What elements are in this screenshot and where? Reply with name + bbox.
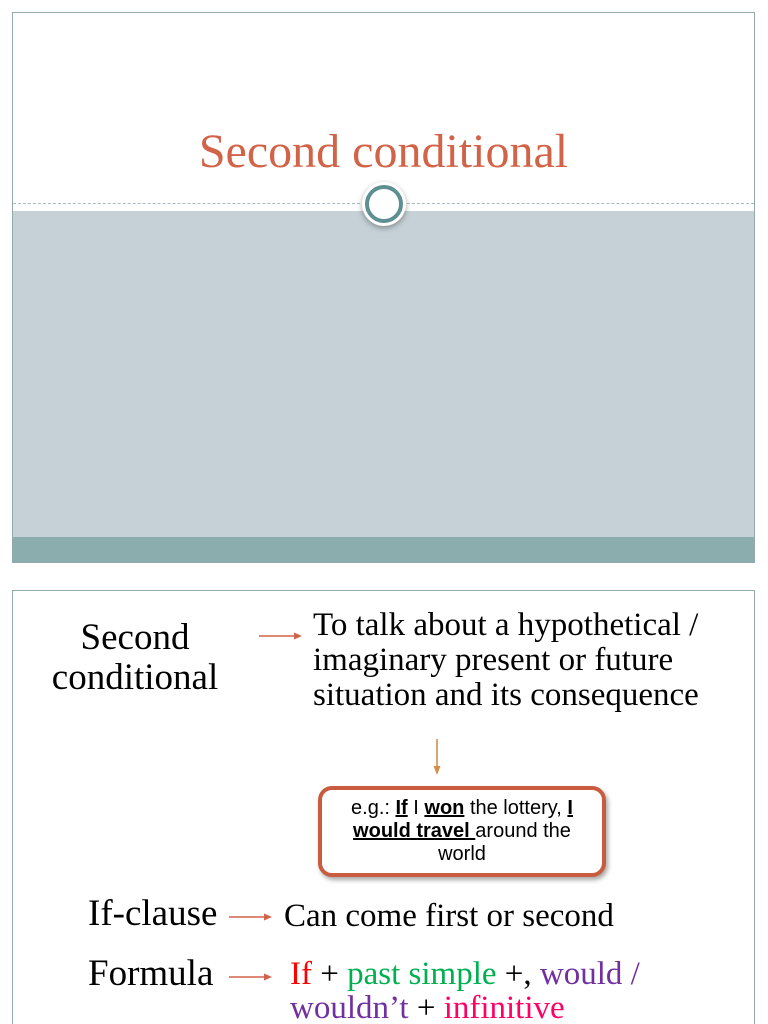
formula-if: If xyxy=(290,956,312,992)
example-callout xyxy=(318,786,606,877)
definition-line: situation and its consequence xyxy=(313,677,699,713)
formula-plus: + xyxy=(311,956,348,992)
formula-line-1 xyxy=(290,957,640,992)
definition-line: To talk about a hypothetical / xyxy=(313,607,699,643)
right-arrow-icon xyxy=(228,971,272,983)
footer-band xyxy=(13,537,754,562)
example-text: the lottery, xyxy=(464,797,568,819)
example-text: I xyxy=(407,797,425,819)
term-label xyxy=(40,618,230,698)
example-if-keyword: If xyxy=(395,797,408,819)
if-clause-label: If-clause xyxy=(88,893,218,934)
formula-infinitive: infinitive xyxy=(443,990,565,1024)
down-arrow-icon xyxy=(431,738,443,775)
formula-label: Formula xyxy=(88,953,214,994)
term-line: conditional xyxy=(51,657,219,698)
formula-line-2 xyxy=(290,990,565,1024)
formula-wouldnt: wouldn’t xyxy=(290,990,409,1024)
right-arrow-icon xyxy=(228,911,272,923)
slide-title: Second conditional xyxy=(198,125,569,178)
example-line-3 xyxy=(438,843,486,866)
if-clause-description: Can come first or second xyxy=(284,898,614,934)
example-text: world xyxy=(438,843,486,865)
example-past-simple-verb: won xyxy=(424,797,465,819)
example-text: around the xyxy=(475,820,571,842)
body-band xyxy=(13,211,754,537)
right-arrow-icon xyxy=(258,630,302,642)
example-would-verb: would travel xyxy=(353,820,476,842)
definition-text xyxy=(313,608,733,713)
example-line-2 xyxy=(353,820,571,843)
title-slide xyxy=(12,12,755,563)
formula-plus: + xyxy=(408,990,444,1024)
example-line-1 xyxy=(351,797,573,820)
example-result-subject: I xyxy=(567,797,573,819)
formula-plus: +, xyxy=(496,956,540,992)
definition-line: imaginary present or future xyxy=(313,642,674,678)
formula-past-simple: past simple xyxy=(347,956,497,992)
divider-circle-ornament xyxy=(365,185,403,223)
content-slide xyxy=(12,590,755,1024)
example-prefix: e.g.: xyxy=(351,797,396,819)
term-line: Second xyxy=(80,617,190,658)
formula-would: would / xyxy=(539,956,640,992)
